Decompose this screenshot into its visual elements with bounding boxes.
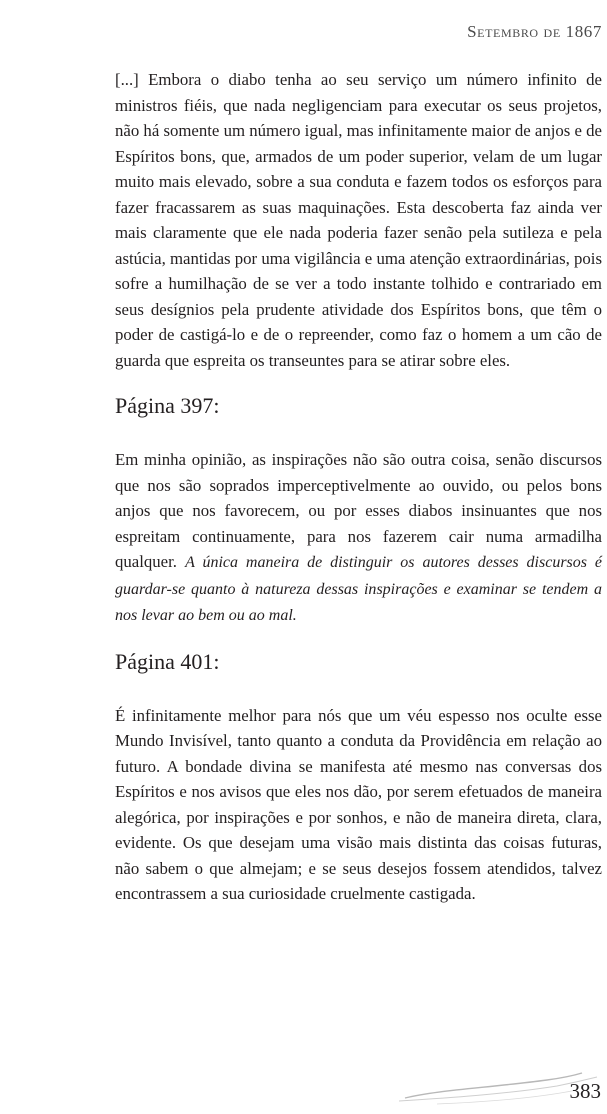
section-heading-401: Página 401: [115, 648, 220, 674]
section-paragraph-401: É infinitamente melhor para nós que um véu espesso nos oculte esse Mundo Invisível, tanto quanto a conduta da Providência em relação ao futuro. A bondade divina se manifesta até mesmo nas conversas dos Espíritos e nos avisos que eles nos dão, por serem efetuados de maneira alegórica, por inspirações e por sonhos, e não de maneira direta, clara, evidente. Os que desejam uma visão mais distinta das coisas futuras, não sabem o que almejam; e se seus desejos fossem atendidos, talvez encontrassem a sua curiosidade cruelmente castigada. [115, 705, 602, 903]
page-body [115, 67, 602, 907]
section-text-397: Em minha opinião, as inspirações não são outra coisa, senão discursos que nos são soprados imperceptivelmente ao ouvido, ou pelos bons anjos que nos favorecem, ou por esses diabos insinuantes que nos espreitam continuamente, para nos fazerem cair numa armadilha qualquer. [115, 450, 602, 571]
page-footer [397, 1068, 607, 1108]
section-paragraph-397 [115, 447, 602, 629]
section-heading-397: Página 397: [115, 393, 220, 418]
intro-paragraph: [...] Embora o diabo tenha ao seu serviço um número infinito de ministros fiéis, que nada negligenciam para executar os seus projetos, não há somente um número igual, mas infinitamente maior de anjos e de Espíritos bons, que, armados de um poder superior, velam de um lugar muito mais elevado, sobre a sua conduta e fazem todos os esforços para fazer fracassarem as suas maquinações. Esta descoberta faz ainda ver mais claramente que ele nada poderia fazer senão pela sutileza e pela astúcia, mantidas por uma vigilância e uma atenção extraordinárias, pois sofre a humilhação de se ver a todo instante tolhido e contrariado em seus desígnios pela prudente atividade dos Espíritos bons, que têm o poder de castigá-lo e de o repreender, como faz o homem a um cão de guarda que espreita os transeuntes para se atirar sobre eles. [115, 70, 602, 370]
page-number: 383 [569, 1079, 601, 1103]
running-head: Setembro de 1867 [467, 22, 602, 41]
section-italic-text-397: A única maneira de distinguir os autores desses discursos é guardar-se quanto à natureza dessas inspirações e examinar se tendem a nos levar ao bem ou ao mal. [115, 554, 603, 624]
